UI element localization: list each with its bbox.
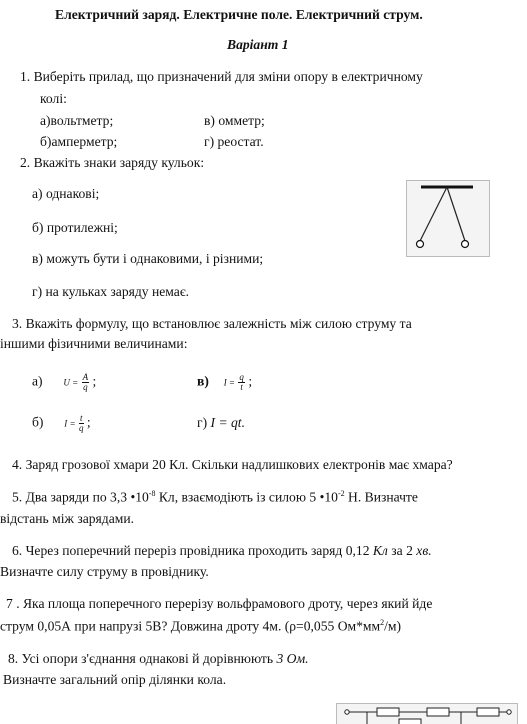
q3-g-formula: I = qt. — [210, 415, 245, 430]
question-2-text: 2. Вкажіть знаки заряду кульок: — [20, 155, 205, 170]
q2-option-v: в) можуть бути і однаковими, і різними; — [32, 251, 264, 266]
resistor-2 — [427, 708, 449, 716]
q3-v-lhs: I = — [223, 377, 236, 388]
question-4-text: 4. Заряд грозової хмари 20 Кл. Скільки надлишкових електронів має хмара? — [12, 457, 453, 472]
q7-superscript: 2 — [380, 618, 385, 627]
q1-option-a: а)вольтметр; — [40, 113, 114, 128]
q1-option-b: б)амперметр; — [40, 134, 118, 149]
q3-a-denominator: q — [83, 382, 88, 392]
q2-option-a: а) однакові; — [32, 186, 100, 201]
q3-b-lhs: I = — [64, 418, 76, 429]
circuit-terminal-left — [345, 710, 349, 714]
q6-unit-hv: хв. — [416, 543, 432, 558]
q3-option-g — [197, 416, 245, 431]
q3-a-lhs: U = — [63, 377, 79, 388]
q5-exponent-1: -8 — [148, 489, 156, 498]
q3-option-a — [32, 373, 96, 392]
q8-value: 3 Ом. — [276, 651, 309, 666]
q5-exponent-2: -2 — [337, 489, 345, 498]
q5-part1: 5. Два заряди по 3,3 •10 — [12, 489, 149, 505]
charged-balls-figure — [406, 180, 490, 257]
question-3-text-cont: іншими фізичними величинами: — [0, 336, 188, 351]
q6-part2: за 2 — [387, 543, 417, 558]
resistor-3 — [477, 708, 499, 716]
q3-v-sep: ; — [248, 373, 253, 389]
question-6-text — [12, 544, 432, 559]
question-8-text-cont: Визначте загальний опір ділянки кола. — [3, 672, 227, 687]
q5-part2: Кл, взаємодіють із силою 5 •10 — [155, 489, 338, 505]
q3-b-sep: ; — [86, 414, 91, 430]
q3-option-v — [197, 373, 252, 392]
q6-part1: 6. Через поперечний переріз провідника проходить заряд 0,12 — [12, 543, 373, 558]
q8-part1: 8. Усі опори з'єднання однакові й дорівнюють — [8, 651, 277, 666]
q3-a-sep: ; — [92, 373, 97, 389]
question-7-text-cont — [0, 619, 401, 634]
question-5-text — [12, 490, 418, 505]
question-6-text-cont: Визначте силу струму в провіднику. — [0, 564, 209, 579]
q2-option-b: б) протилежні; — [32, 220, 118, 235]
q1-option-g: г) реостат. — [204, 134, 264, 149]
q3-a-fraction — [82, 373, 90, 392]
q3-b-denominator: q — [79, 423, 84, 433]
q3-option-a-label: а) — [32, 373, 43, 389]
q2-option-g: г) на кульках заряду немає. — [32, 284, 190, 299]
q3-option-b-label: б) — [32, 414, 44, 430]
question-5-text-cont: відстань між зарядами. — [0, 511, 135, 526]
circuit-terminal-right — [507, 710, 511, 714]
resistor-circuit-figure — [336, 703, 518, 724]
q5-part3: Н. Визначте — [344, 489, 418, 505]
q3-v-fraction — [238, 373, 245, 392]
q3-v-numerator: q — [239, 372, 244, 382]
q7-part2a: струм 0,05А при напрузі 5В? Довжина дроту 4м. (ρ=0,055 Ом*мм — [0, 618, 381, 634]
q3-b-fraction — [79, 414, 84, 433]
q3-option-g-label: г) — [197, 415, 208, 430]
question-8-text — [8, 652, 309, 667]
right-ball — [462, 241, 469, 248]
page-title: Електричний заряд. Електричне поле. Електричний струм. — [55, 7, 423, 22]
q3-v-denominator: t — [240, 382, 243, 392]
q3-b-numerator: t — [80, 413, 83, 423]
question-3-text: 3. Вкажіть формулу, що встановлює залежність між силою струму та — [12, 316, 412, 331]
q1-option-v: в) омметр; — [204, 113, 265, 128]
variant-label: Варіант 1 — [227, 37, 289, 52]
left-ball — [417, 241, 424, 248]
question-1-text: 1. Виберіть прилад, що призначений для зміни опору в електричному — [20, 69, 423, 84]
q3-a-numerator: A — [82, 372, 89, 382]
q3-option-v-label: в) — [197, 373, 209, 389]
question-7-text: 7 . Яка площа поперечного перерізу вольфрамового дроту, через який йде — [6, 596, 433, 611]
question-1-text-cont: колі: — [40, 91, 67, 106]
q7-part2b: /м) — [384, 618, 402, 634]
q3-option-b — [32, 414, 91, 433]
resistor-4 — [399, 719, 421, 724]
resistor-1 — [377, 708, 399, 716]
q6-unit-kl: Кл — [372, 543, 388, 558]
